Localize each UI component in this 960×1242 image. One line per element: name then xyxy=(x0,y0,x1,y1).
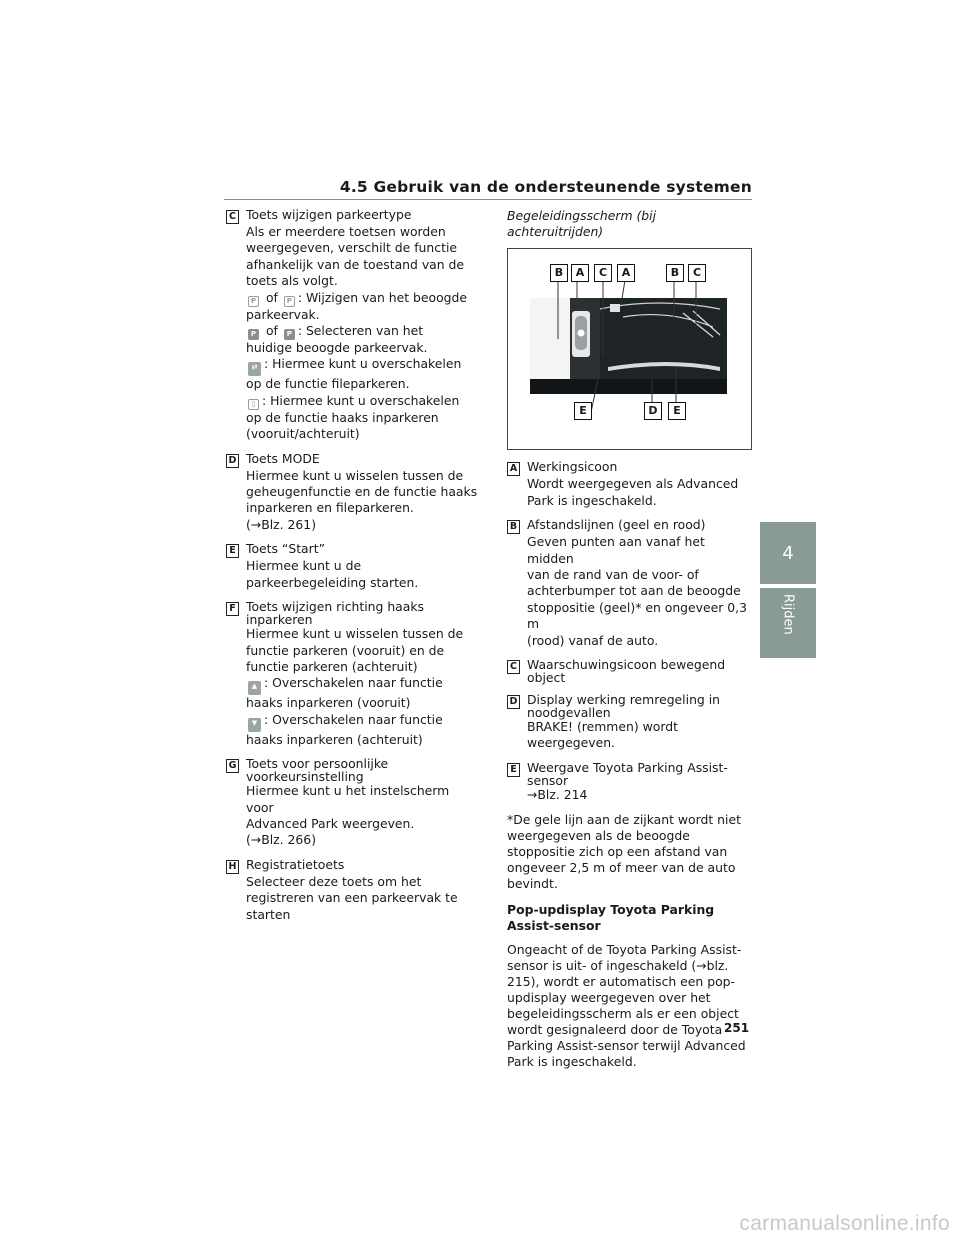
item-body-line: Wordt weergegeven als Advanced xyxy=(527,476,739,492)
item-title: Toets wijzigen parkeertype xyxy=(246,207,412,222)
icon-text-cont: parkeervak. xyxy=(246,306,320,322)
item-title: Toets MODE xyxy=(246,450,320,466)
icon-description xyxy=(246,323,478,340)
mode-icon: P xyxy=(284,296,295,307)
figure-label-c: C xyxy=(688,264,706,282)
legend-item xyxy=(507,761,753,803)
mode-icon: P xyxy=(248,329,259,340)
section-title: 4.5 Gebruik van de ondersteunende systemen xyxy=(339,178,752,196)
legend-list xyxy=(507,460,753,803)
item-letter-badge: B xyxy=(507,520,520,534)
item-body xyxy=(226,468,478,534)
item-body xyxy=(507,534,753,649)
guidance-screen-figure xyxy=(507,248,752,450)
item-letter-badge: E xyxy=(507,763,520,777)
legend-item xyxy=(226,757,478,849)
item-body-line: weergegeven, verschilt de functie xyxy=(246,240,458,256)
right-column xyxy=(507,208,753,1070)
figure-label-c: C xyxy=(594,264,612,282)
item-body-line: parkeerbegeleiding starten. xyxy=(246,574,419,590)
mode-icon: ▯ xyxy=(248,399,259,410)
icon-text-cont: haaks inparkeren (vooruit) xyxy=(246,695,411,711)
item-body xyxy=(507,719,753,752)
legend-item xyxy=(507,658,753,684)
icon-text-cont: huidige beoogde parkeervak. xyxy=(246,340,428,356)
icon-connector: of xyxy=(262,323,282,339)
item-letter-badge: C xyxy=(226,210,239,224)
legend-item xyxy=(226,858,478,923)
item-heading xyxy=(226,600,478,626)
mode-icon: P xyxy=(284,329,295,340)
item-body-line: inparkeren en fileparkeren. xyxy=(246,500,414,516)
item-body-line: stoppositie (geel)* en ongeveer 0,3 m xyxy=(527,599,747,632)
item-body xyxy=(226,558,478,591)
item-body xyxy=(507,476,753,509)
watermark: carmanualsonline.info xyxy=(739,1212,950,1235)
item-body-line: starten xyxy=(246,906,291,922)
legend-item xyxy=(507,518,753,649)
chapter-tab-label: Rijden xyxy=(780,594,796,635)
icon-description xyxy=(246,290,478,307)
item-heading xyxy=(226,542,478,558)
item-letter-badge: D xyxy=(226,454,239,468)
icon-text: : Hiermee kunt u overschakelen xyxy=(262,392,460,408)
item-body-line: afhankelijk van de toestand van de xyxy=(246,256,465,272)
item-letter-badge: E xyxy=(226,544,239,558)
item-body-line: Selecteer deze toets om het xyxy=(246,873,422,889)
mode-icon: ▲ xyxy=(248,681,261,695)
item-heading xyxy=(507,693,753,719)
item-body-line: Hiermee kunt u de xyxy=(246,558,362,574)
icon-description xyxy=(246,356,478,376)
item-body xyxy=(507,787,753,803)
icon-description xyxy=(246,712,478,732)
item-body-line: (rood) vanaf de auto. xyxy=(527,632,659,648)
item-body-line: weergegeven. xyxy=(527,735,615,751)
item-letter-badge: A xyxy=(507,462,520,476)
item-heading xyxy=(226,757,478,783)
figure-label-a: A xyxy=(571,264,589,282)
item-body-line: functie parkeren (achteruit) xyxy=(246,658,418,674)
item-title: Waarschuwingsicoon bewegend object xyxy=(527,657,726,686)
item-body xyxy=(226,874,478,923)
legend-item xyxy=(226,542,478,591)
icon-text: : Selecteren van het xyxy=(297,323,424,339)
item-body-line: →Blz. 214 xyxy=(527,786,588,802)
item-body xyxy=(226,783,478,849)
figure-label-e: E xyxy=(668,402,686,420)
item-body-line: (→Blz. 266) xyxy=(246,832,317,848)
header-divider xyxy=(224,199,752,200)
item-body-line: Hiermee kunt u wisselen tussen de xyxy=(246,626,464,642)
item-body-line: van de rand van de voor- of xyxy=(527,567,699,583)
item-body-line: Geven punten aan vanaf het midden xyxy=(527,534,705,566)
figure-label-a: A xyxy=(617,264,635,282)
icon-text: : Overschakelen naar functie xyxy=(264,711,443,727)
item-heading xyxy=(507,761,753,787)
item-heading xyxy=(226,208,478,224)
chapter-tab xyxy=(760,588,816,658)
item-heading xyxy=(226,452,478,468)
body-paragraph: Ongeacht of de Toyota Parking Assist-sensor is uit- of ingeschakeld (→blz. 215), wordt er automatisch een pop-updisplay weergegeven over het begeleidingsscherm als er een object wordt gesignaleerd door de Toyota Parking Assist-sensor terwijl Advanced Park is ingeschakeld. xyxy=(507,942,746,1070)
icon-text-cont: (vooruit/achteruit) xyxy=(246,426,360,442)
item-title: Display werking remregeling in noodgevallen xyxy=(527,692,721,721)
icon-text-cont: op de functie haaks inparkeren xyxy=(246,409,439,425)
item-body-line: Advanced Park weergeven. xyxy=(246,815,415,831)
legend-item xyxy=(226,452,478,534)
item-heading xyxy=(507,658,753,684)
icon-text: : Hiermee kunt u overschakelen xyxy=(264,356,462,372)
icon-text: : Overschakelen naar functie xyxy=(264,675,443,691)
item-body-line: achterbumper tot aan de beoogde xyxy=(527,583,741,599)
item-body-line: BRAKE! (remmen) wordt xyxy=(527,719,678,735)
item-body-line: Als er meerdere toetsen worden xyxy=(246,224,446,239)
icon-description xyxy=(246,393,478,410)
item-body xyxy=(226,224,478,443)
chapter-tab-number: 4 xyxy=(760,522,816,584)
mode-icon: P xyxy=(248,296,259,307)
figure-label-b: B xyxy=(666,264,684,282)
icon-text: : Wijzigen van het beoogde xyxy=(297,289,468,305)
figure-label-d: D xyxy=(644,402,662,420)
item-title: Weergave Toyota Parking Assist-sensor xyxy=(527,759,728,788)
mode-icon: ⇄ xyxy=(248,362,261,376)
legend-item xyxy=(226,600,478,748)
item-heading xyxy=(507,518,753,534)
legend-item xyxy=(507,693,753,752)
item-body-line: Hiermee kunt u wisselen tussen de xyxy=(246,467,464,483)
item-body-line: toets als volgt. xyxy=(246,273,338,289)
mode-icon: ▼ xyxy=(248,718,261,732)
icon-text-cont: haaks inparkeren (achteruit) xyxy=(246,731,423,747)
item-letter-badge: D xyxy=(507,695,520,709)
item-heading xyxy=(226,858,478,874)
item-body-line: Hiermee kunt u het instelscherm voor xyxy=(246,783,450,815)
item-body-line: functie parkeren (vooruit) en de xyxy=(246,642,445,658)
item-body-line: registreren van een parkeervak te xyxy=(246,890,458,906)
item-heading xyxy=(507,460,753,476)
item-letter-badge: F xyxy=(226,602,239,616)
item-title: Afstandslijnen (geel en rood) xyxy=(527,517,706,533)
item-letter-badge: G xyxy=(226,759,239,773)
icon-description xyxy=(246,675,478,695)
legend-item xyxy=(507,460,753,509)
subheading: Pop-updisplay Toyota Parking Assist-sensor xyxy=(507,902,715,934)
item-title: Toets “Start” xyxy=(246,541,326,557)
item-title: Toets wijzigen richting haaks inparkeren xyxy=(246,599,424,628)
page-number: 251 xyxy=(724,1021,750,1035)
left-column xyxy=(226,208,478,932)
item-body xyxy=(226,626,478,748)
item-title: Toets voor persoonlijke voorkeursinstelling xyxy=(246,756,389,785)
item-letter-badge: H xyxy=(226,860,239,874)
item-body-line: Park is ingeschakeld. xyxy=(527,492,657,508)
icon-connector: of xyxy=(262,289,282,305)
footnote: *De gele lijn aan de zijkant wordt niet weergegeven als de beoogde stoppositie zich op een afstand van ongeveer 2,5 m of meer van de auto bevindt. xyxy=(507,812,741,892)
item-letter-badge: C xyxy=(507,660,520,674)
figure-label-b: B xyxy=(550,264,568,282)
figure-caption: Begeleidingsscherm (bij achteruitrijden) xyxy=(507,208,657,240)
figure-label-e: E xyxy=(574,402,592,420)
item-body-line: geheugenfunctie en de functie haaks xyxy=(246,484,478,500)
legend-item xyxy=(226,208,478,443)
item-title: Registratietoets xyxy=(246,856,345,872)
item-body-line: (→Blz. 261) xyxy=(246,516,317,532)
icon-text-cont: op de functie fileparkeren. xyxy=(246,376,410,392)
item-title: Werkingsicoon xyxy=(527,459,618,475)
